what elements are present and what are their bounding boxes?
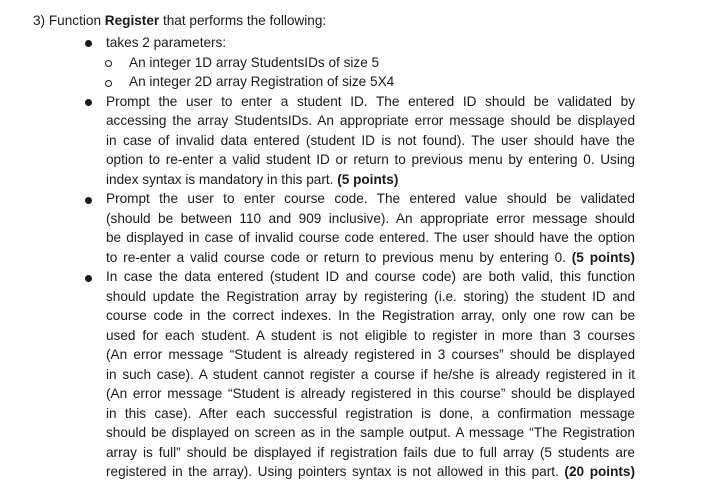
student-id-line-last [106,170,398,190]
course-code-text: to re-enter a valid course code or return to previous menu by entering 0. [106,250,572,265]
course-code-line: Prompt the user to enter course code. The entered value should be validated [106,191,635,206]
course-code-line: (should be between 110 and 909 inclusive). An appropriate error message should [106,211,635,226]
circle-bullet-icon [105,60,112,67]
student-id-text: index syntax is mandatory in this part. [106,172,338,187]
function-name: Register [104,13,160,28]
points-badge: (5 points) [571,250,636,265]
registration-line: In case the data entered (student ID and course code) are both valid, this function [106,269,635,284]
section-heading [33,11,326,31]
registration-line-last [106,462,635,482]
bullet-icon [85,197,92,204]
params-item: takes 2 parameters: [106,35,227,50]
registration-line: course code in the correct indexes. In the Registration array, only one row can be [106,308,635,323]
student-id-line: Prompt the user to enter a student ID. The entered ID should be validated by [106,94,635,109]
circle-bullet-icon [105,80,112,87]
registration-line: (An error message “Student is already registered in 3 courses” should be displayed [106,347,635,362]
student-id-line: accessing the array StudentsIDs. An appropriate error message should be displayed [106,113,635,128]
bullet-icon [85,275,92,282]
bullet-icon [85,40,92,47]
heading-suffix: that performs the following: [159,13,327,28]
registration-line: should be displayed on screen as in the sample output. A message “The Registration [106,425,635,440]
registration-text: registered in the array). Using pointers syntax is not allowed in this part. [106,464,565,479]
student-id-line: in case of invalid data entered (student ID is not found). The user should have the [106,133,635,148]
registration-line: in this case). After each successful registration is done, a confirmation message [106,406,635,421]
param-sub-item-1: An integer 1D array StudentsIDs of size 5 [129,55,380,70]
points-badge: (20 points) [564,464,635,479]
heading-prefix: 3) Function [33,13,105,28]
student-id-line: option to re-enter a valid student ID or return to previous menu by entering 0. Using [106,152,635,167]
course-code-line-last [106,248,635,268]
points-badge: (5 points) [337,172,399,187]
registration-line: should update the Registration array by registering (i.e. storing) the student ID and [106,289,635,304]
registration-line: in such case). A student cannot register a course if he/she is already registered in it [106,367,635,382]
bullet-icon [85,99,92,106]
registration-line: array is full” should be displayed if registration fails due to full array (5 students are [106,445,635,460]
registration-line: used for each student. A student is not eligible to register in more than 3 courses [106,328,635,343]
registration-line: (An error message “Student is already registered in this course” should be displayed [106,386,635,401]
course-code-line: be displayed in case of invalid course code entered. The user should have the option [106,230,635,245]
param-sub-item-2: An integer 2D array Registration of size 5X4 [129,74,395,89]
